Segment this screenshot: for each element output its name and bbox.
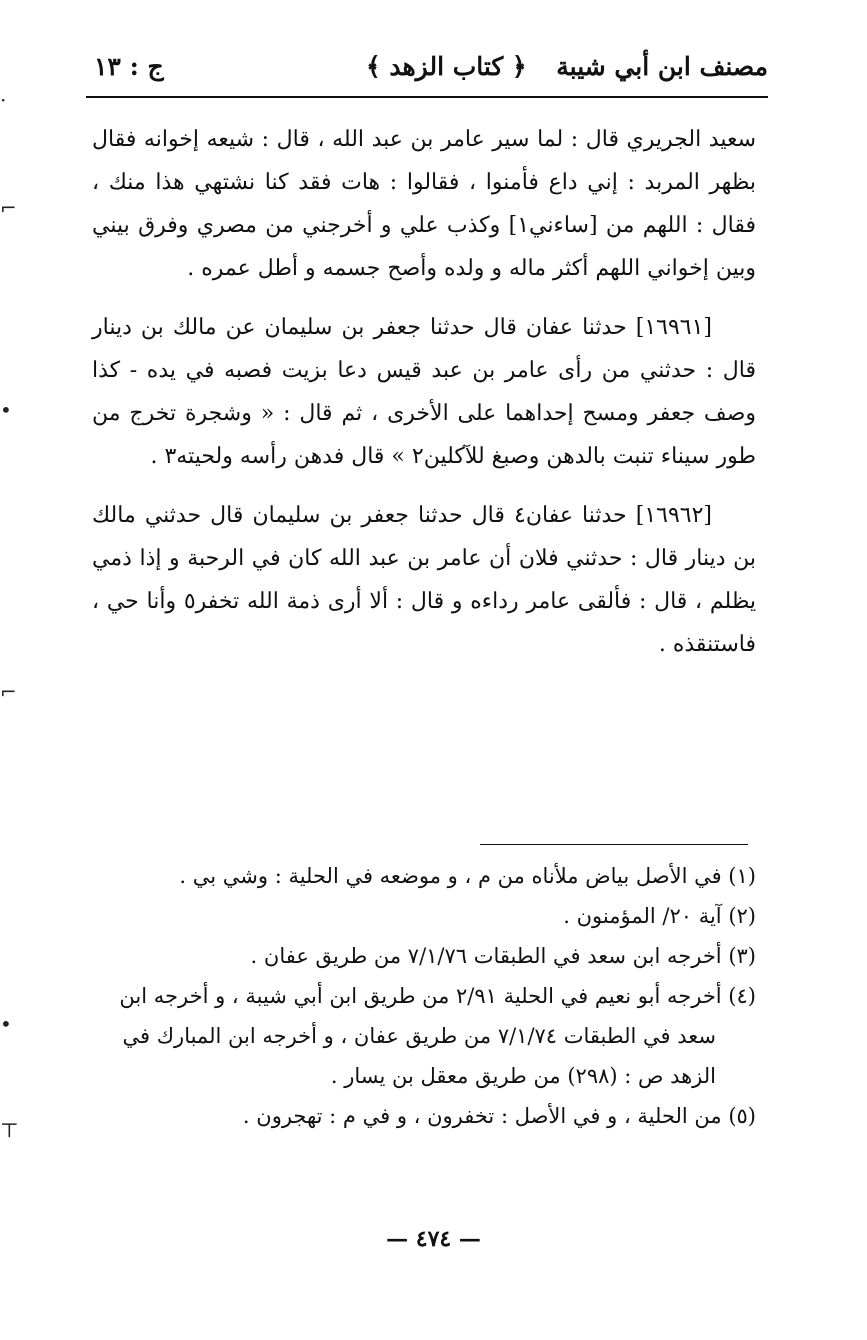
footnote-4: (٤) أخرجه أبو نعيم في الحلية ٢/٩١ من طريق ابن أبي شيبة ، و أخرجه ابن سعد في الطبقات ٧/١/٧٤ من طريق عفان ، و أخرجه ابن المبارك في الزهد ص : (٢٩٨) من طريق معقل بن يسار . <box>119 984 756 1088</box>
footnote-5: (٥) من الحلية ، و في الأصل : تخفرون ، و في م : تهجرون . <box>242 1104 756 1128</box>
margin-mark: • <box>0 1012 12 1036</box>
margin-mark: ⌐ <box>0 196 17 220</box>
footnote-2: (٢) آية ٢٠/ المؤمنون . <box>563 904 756 928</box>
margin-mark: · <box>0 88 7 112</box>
footnote-3: (٣) أخرجه ابن سعد في الطبقات ٧/١/٧٦ من طريق عفان . <box>250 944 756 968</box>
book-title: مصنف ابن أبي شيبة <box>556 52 768 81</box>
margin-mark: ⊤ <box>0 1118 19 1142</box>
footnotes <box>92 856 756 1136</box>
margin-mark: • <box>0 398 12 422</box>
volume-number: ج : ١٣ <box>94 52 164 81</box>
page-number: — ٤٧٤ — <box>386 1226 481 1252</box>
page-header <box>86 44 768 98</box>
main-text <box>92 118 756 682</box>
footnote-1: (١) في الأصل بياض ملأناه من م ، و موضعه في الحلية : وشي بي . <box>179 864 756 888</box>
hadith-16961: [١٦٩٦١] حدثنا عفان قال حدثنا جعفر بن سليمان عن مالك بن دينار قال : حدثني من رأى عامر بن عبد قيس دعا بزيت فصبه في يده - كذا وصف جعفر ومسح إحداهما على الأخرى ، ثم قال : « وشجرة تخرج من طور سيناء تنبت بالدهن وصبغ للآكلين٢ » قال فدهن رأسه ولحيته٣ . <box>92 315 756 469</box>
paragraph: سعيد الجريري قال : لما سير عامر بن عبد الله ، قال : شيعه إخوانه فقال بظهر المربد : إني داع فأمنوا ، فقالوا : هات فقد كنا نشتهي هذا منك ، فقال : اللهم من [ساءني١] وكذب علي و أخرجني من مصري وفرق بيني وبين إخواني اللهم أكثر ماله و ولده وأصح جسمه و أطل عمره . <box>92 127 757 281</box>
margin-mark: ⌐ <box>0 680 17 704</box>
footnote-divider <box>480 844 748 845</box>
section-title: ﴿ كتاب الزهد ﴾ <box>366 52 527 81</box>
hadith-16962: [١٦٩٦٢] حدثنا عفان٤ قال حدثنا جعفر بن سليمان قال حدثني مالك بن دينار قال : حدثني فلان أن عامر بن عبد الله كان في الرحبة و إذا ذمي يظلم ، قال : فألقى عامر رداءه و قال : ألا أرى ذمة الله تخفر٥ وأنا حي ، فاستنقذه . <box>92 503 756 657</box>
